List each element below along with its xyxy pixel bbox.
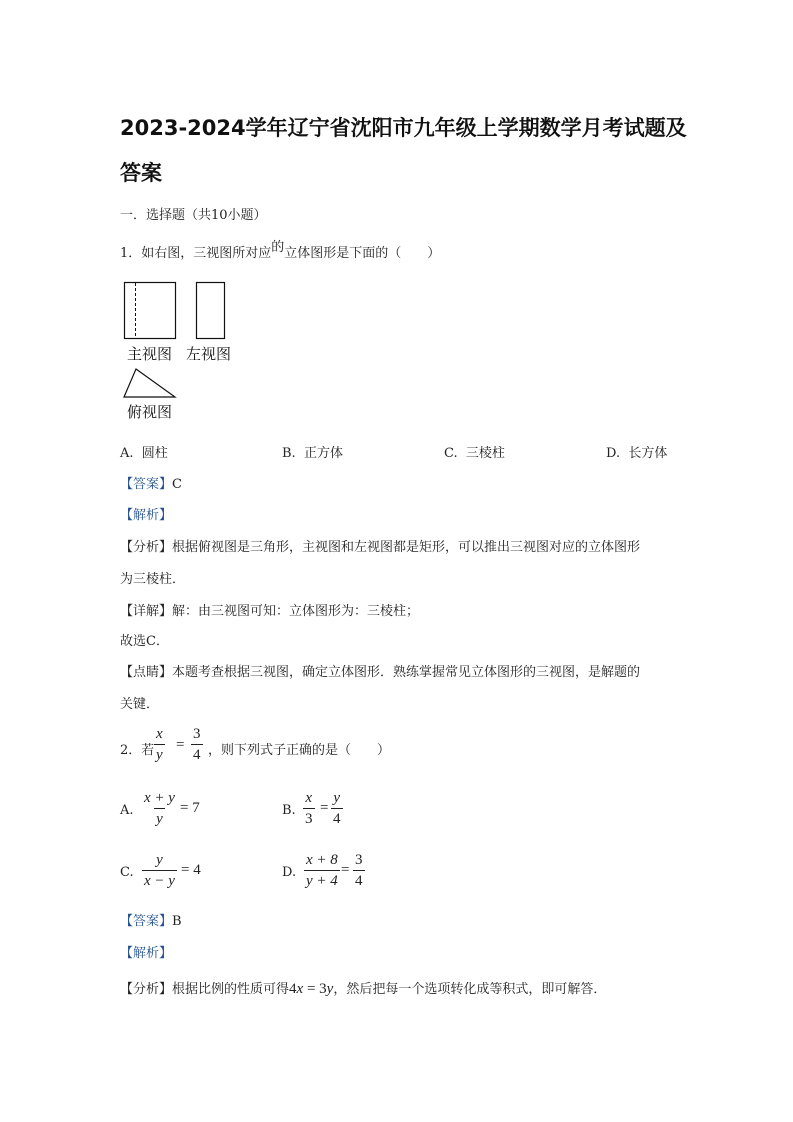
q1-fenxi-line2: 为三棱柱． [120,572,186,587]
q1-stem-de: 的 [271,240,285,255]
q2-option-b-fraction-right [331,791,343,827]
q2-option-d-fraction-left [304,853,340,889]
q2-option-a-letter: A. [120,803,134,818]
fenxi-formula [289,981,333,997]
fraction-denominator: 4 [331,808,343,827]
fraction-numerator: y [156,852,163,868]
left-view-label: 左视图 [186,345,232,363]
q1-stem-part2: 立体图形是下面的（ ） [284,246,441,261]
q2-option-b-equals: = [320,800,329,816]
q2-option-d-equals: = [341,862,350,878]
fraction-denominator: 4 [353,870,365,889]
q2-option-b-fraction-left [303,791,315,827]
option-text: 长方体 [628,446,668,461]
q2-option-c-fraction [142,853,177,889]
q1-option-c [444,442,505,461]
fraction-denominator: y [154,808,165,827]
q2-option-c-rhs: = 4 [181,862,201,878]
fenxi-text: 根据俯视图是三角形，主视图和左视图都是矩形，可以推出三视图对应的立体图形 [172,540,641,555]
q2-number: 2．若 [120,743,155,758]
formula-var-y: y [326,981,334,997]
q2-option-c-letter: C. [120,865,134,880]
three-view-figure [118,278,243,403]
answer-value: B [172,914,182,929]
fraction-denominator: x − y [142,870,177,889]
fraction-denominator: 3 [303,808,315,827]
q2-stem-rest: ，则下列式子正确的是（ ） [208,743,391,758]
fraction-denominator: y + 4 [304,870,340,889]
fenxi-text-a: 根据比例的性质可得 [172,982,290,997]
option-letter: C. [444,446,458,461]
q2-analysis-tag: 【解析】 [120,946,173,961]
q1-xiangjie [120,600,419,619]
xiangjie-text: 解：由三视图可知：立体图形为：三棱柱； [172,604,420,619]
q2-stem-equals: = [176,737,185,753]
dianjing-text: 本题考查根据三视图，确定立体图形．熟练掌握常见立体图形的三视图，是解题的 [172,665,641,680]
fraction-numerator: y [333,790,341,806]
dianjing-tag: 【点睛】 [120,665,173,680]
fraction-numerator: 3 [193,726,201,742]
q1-analysis-tag: 【解析】 [120,508,173,523]
formula-var-x: x [296,981,304,997]
section-heading: 一．选择题（共10小题） [120,208,267,223]
q1-option-a [120,442,168,461]
q1-answer [120,473,182,492]
q2-option-d-letter: D. [282,865,297,880]
front-view-rect [125,283,176,339]
option-text: 三棱柱 [465,446,505,461]
q2-stem-fraction-right [191,727,203,763]
fraction-numerator: x + 8 [306,852,338,868]
q1-option-b [282,442,343,461]
fenxi-tag: 【分析】 [120,540,173,555]
front-view-label: 主视图 [127,345,173,363]
q1-option-d [606,442,667,461]
fraction-numerator: x [156,726,163,742]
top-view-label: 俯视图 [127,403,173,421]
option-letter: B. [282,446,296,461]
doc-title-line1: 2023-2024学年辽宁省沈阳市九年级上学期数学月考试题及 [120,116,687,140]
xiangjie-tag: 【详解】 [120,604,173,619]
q2-option-d-fraction-right [353,853,365,889]
q1-guxuan: 故选C． [120,634,169,649]
formula-coef: 4 [289,981,297,997]
fraction-numerator: x [305,790,313,806]
fraction-numerator: x + y [144,790,175,806]
fraction-denominator: y [154,744,165,763]
q2-option-a-fraction [142,791,177,827]
q1-stem-part1: 1．如右图，三视图所对应 [120,246,272,261]
answer-tag: 【答案】 [120,477,173,492]
q2-option-a-rhs: = 7 [180,800,200,816]
top-view-triangle [124,369,175,397]
left-view-rect [197,283,225,339]
q2-answer [120,910,182,929]
doc-title-line2: 答案 [120,161,162,185]
q2-option-b-letter: B. [282,803,296,818]
option-text: 圆柱 [141,446,168,461]
fraction-denominator: 4 [191,744,203,763]
q2-fenxi [120,978,606,998]
option-text: 正方体 [303,446,343,461]
q1-dianjing-line2: 关键． [120,697,160,712]
formula-eq: = 3 [303,981,327,997]
q2-stem-fraction-left [154,727,165,763]
fenxi-tag: 【分析】 [120,982,173,997]
q1-dianjing-line1 [120,661,640,680]
q1-fenxi-line1 [120,536,640,555]
fenxi-text-b: ，然后把每一个选项转化成等积式，即可解答． [333,982,607,997]
option-letter: A. [120,446,134,461]
fraction-numerator: 3 [355,852,363,868]
option-letter: D. [606,446,621,461]
answer-value: C [172,477,182,492]
q1-stem [120,242,440,261]
answer-tag: 【答案】 [120,914,173,929]
